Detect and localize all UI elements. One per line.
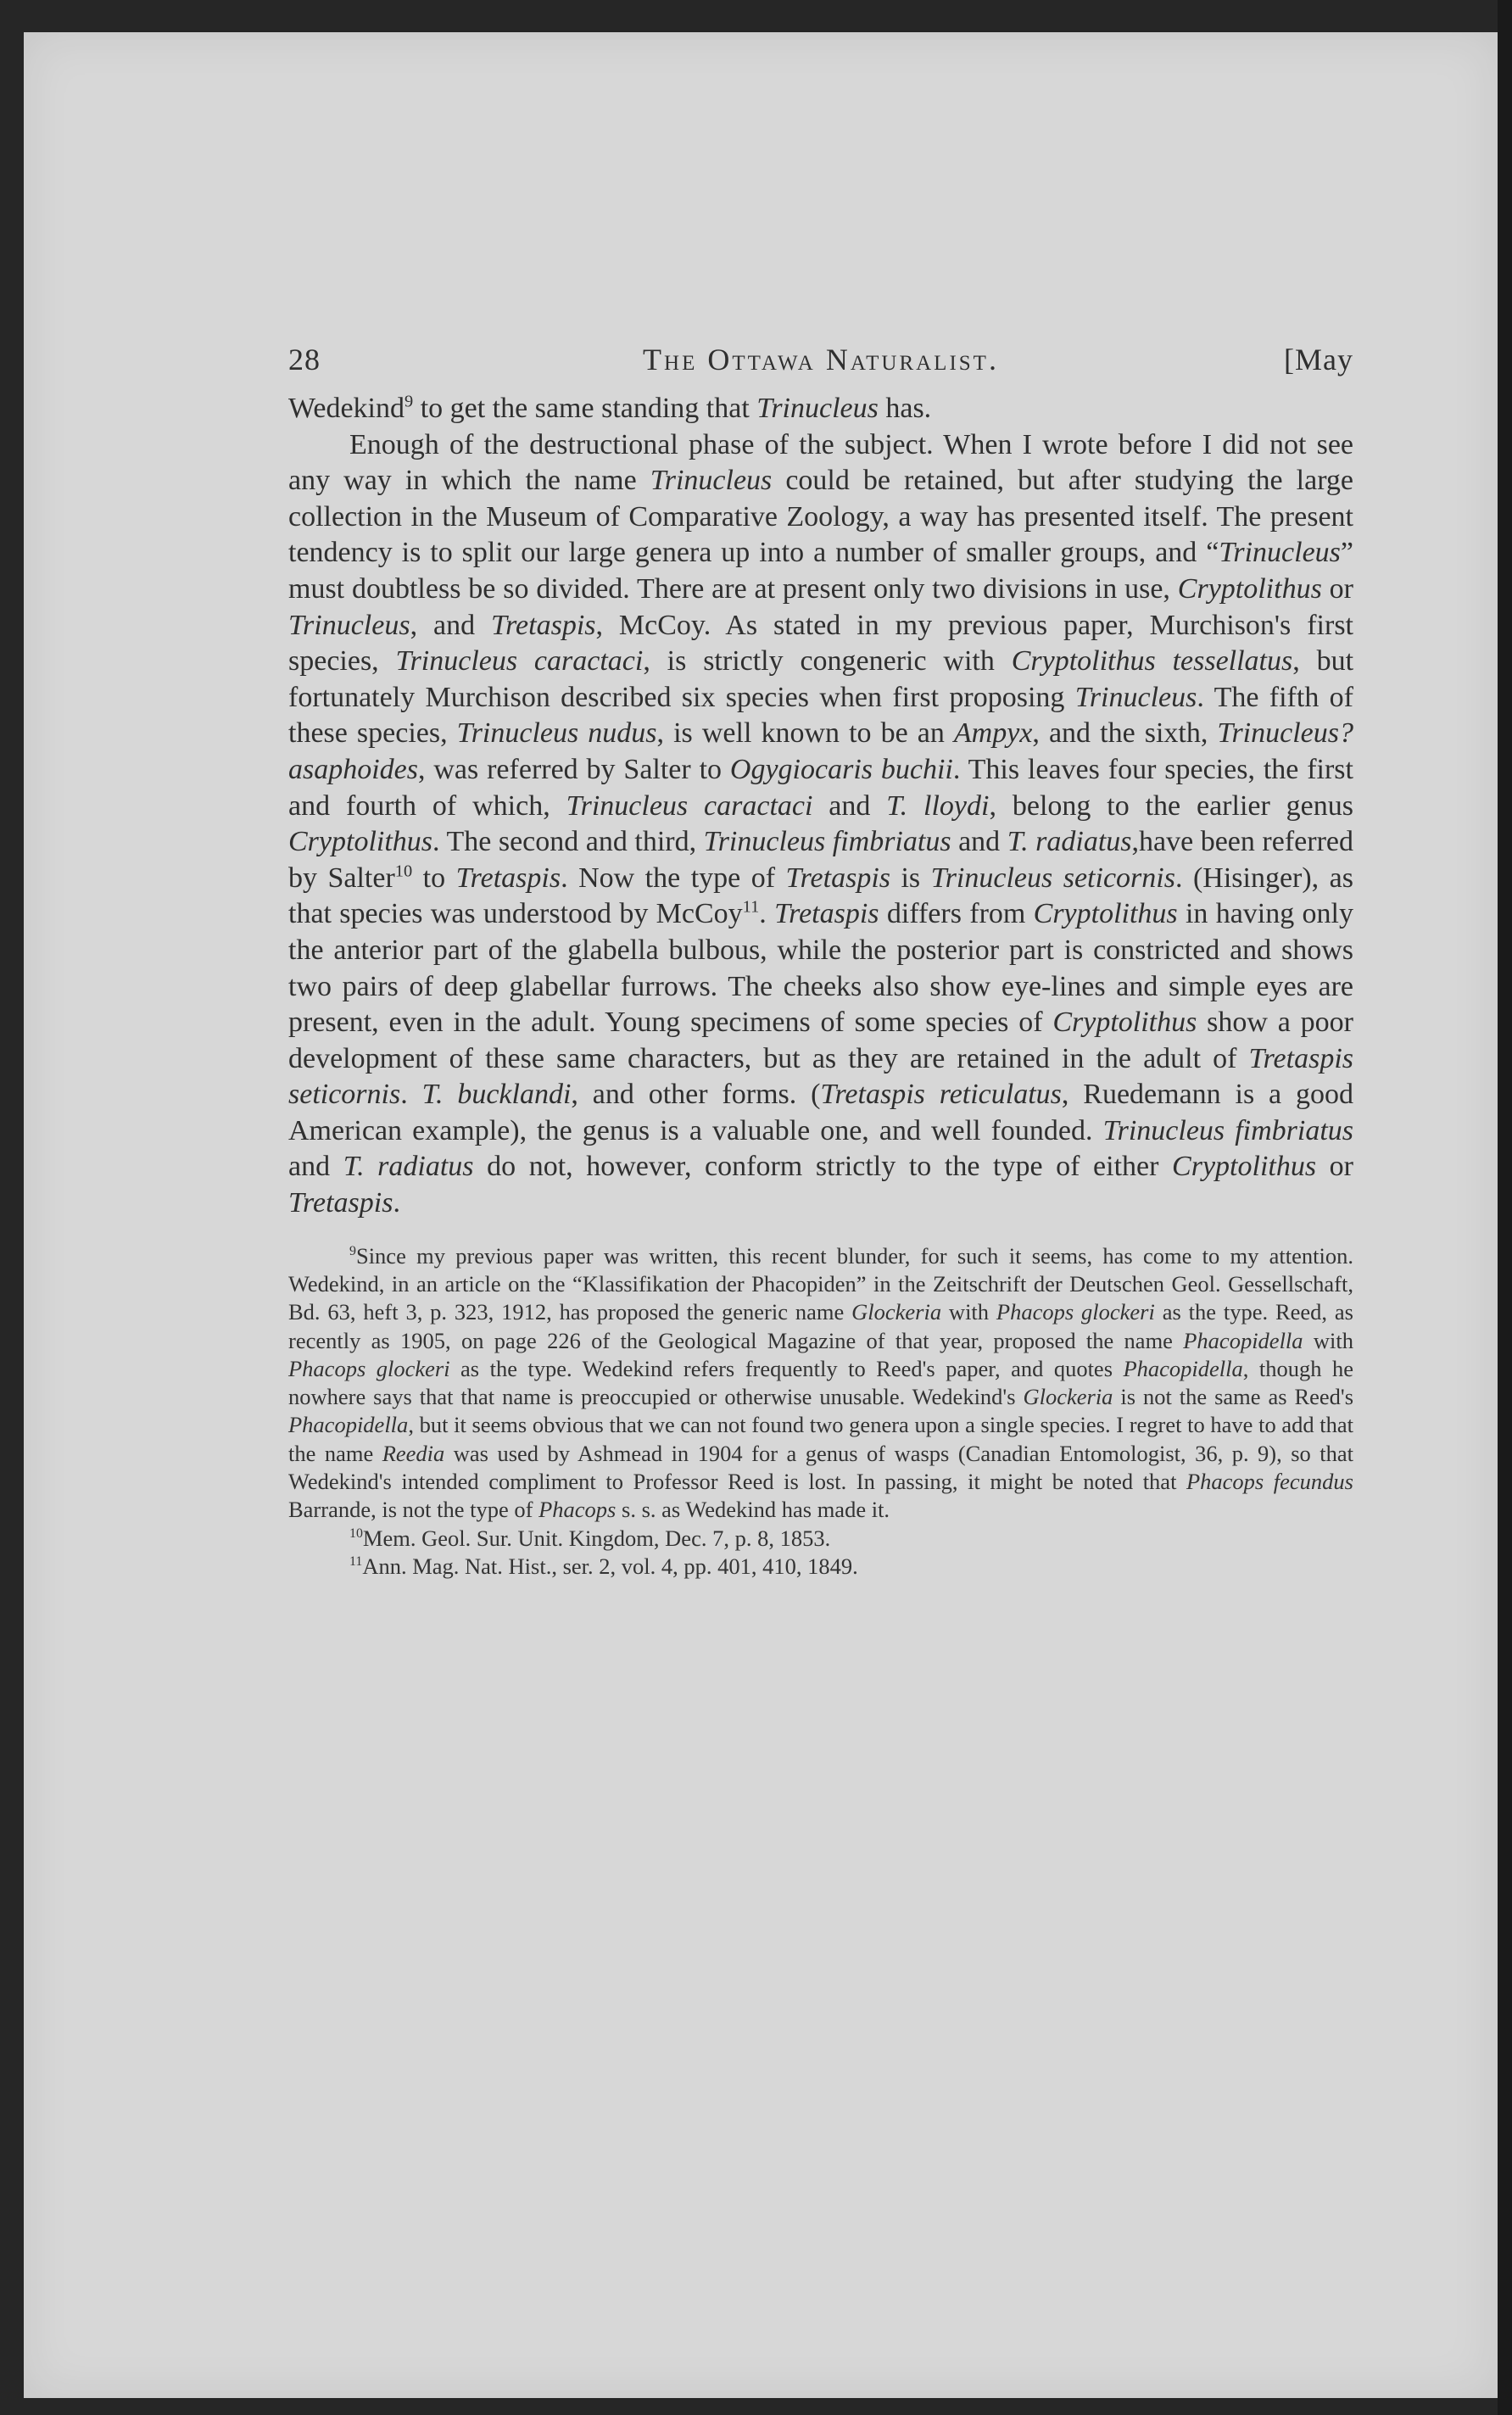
italic-taxon: Trinucleus (756, 393, 879, 424)
italic-taxon: Tretaspis reticulatus (820, 1079, 1062, 1111)
text-run: , was referred by Salter to (418, 753, 730, 785)
italic-taxon: Trinucleus fimbriatus (703, 826, 951, 858)
italic-taxon: T. lloydi (886, 789, 990, 822)
italic-taxon: Cryptolithus (1172, 1151, 1317, 1183)
text-run: or (1316, 1151, 1353, 1183)
text-run: do not, however, conform strictly to the type of either (473, 1151, 1173, 1183)
issue-month: [May (1284, 343, 1353, 376)
text-run: ” must doubtless be so divided. There are at present only two divisions in use, (288, 537, 1353, 605)
italic-taxon: Glockeria (1023, 1384, 1113, 1410)
text-run: , and (410, 609, 492, 641)
italic-taxon: Trinucleus seticornis (930, 862, 1175, 894)
text-run: , and the sixth, (1032, 717, 1218, 750)
text-run: to get the same standing that (413, 393, 757, 424)
text-run: , McCoy. As stated in my previous paper, Murchison's first species, (288, 609, 1353, 678)
italic-taxon: Cryptolithus (1033, 898, 1178, 930)
text-run: Ann. Mag. Nat. Hist., ser. 2, vol. 4, pp. 401, 410, 1849. (362, 1553, 858, 1579)
footnote-marker: 10 (394, 862, 413, 881)
italic-taxon: Trinucleus (288, 609, 410, 641)
footnote-marker: 11 (349, 1554, 363, 1570)
text-run: Barrande, is not the type of (288, 1497, 539, 1523)
text-run: show a poor development of these same characters, but as they are retained in the adult of (288, 1007, 1353, 1074)
italic-taxon: Phacopidella (288, 1412, 409, 1438)
journal-title: The Ottawa Naturalist. (643, 343, 999, 376)
footnote (288, 1525, 1353, 1553)
italic-taxon: Phacops (538, 1497, 617, 1523)
italic-taxon: Tretaspis seticornis (288, 1042, 1353, 1111)
italic-taxon: Tretaspis (491, 609, 596, 641)
paragraph (288, 391, 1353, 427)
main-text (288, 391, 1353, 1222)
text-run: Since my previous paper was written, this recent blunder, for such it seems, has come to my attention. Wedekind, in an article on the “Klassifikation der Phacopiden” in the Zeitschrift der Deutschen Geol. Gessellschaft, Bd. 63, heft 3, p. 323, 1912, has proposed the generic name (288, 1242, 1353, 1325)
italic-taxon: T. radiatus (343, 1151, 474, 1183)
italic-taxon: Phacopidella (1123, 1355, 1243, 1381)
italic-taxon: Cryptolithus (1052, 1007, 1197, 1039)
italic-taxon: T. bucklandi (421, 1079, 572, 1111)
text-run: . (393, 1187, 400, 1219)
text-run: Enough of the destructional phase of the subject. When I wrote before I did not see any way in which the name (288, 428, 1353, 497)
italic-taxon: Tretaspis (455, 862, 561, 894)
text-run: in having only the anterior part of the glabella bulbous, while the posterior part is constricted and shows two pairs of deep glabellar furrows. The cheeks also show eye-lines and simple eyes are present, even in the adult. Young specimens of some species of (288, 898, 1353, 1039)
text-run: , but it seems obvious that we can not found two genera upon a single species. I regret to have to add that the name (288, 1412, 1353, 1466)
text-run: as the type. Reed, as recently as 1905, on page 226 of the Geological Magazine of that year, proposed the name (288, 1299, 1353, 1353)
italic-taxon: Ogygiocaris buchii (729, 753, 953, 785)
text-run: , though he nowhere says that that name is preoccupied or otherwise unusable. Wedekind's (288, 1355, 1353, 1410)
footnote (288, 1242, 1353, 1525)
text-run: and (951, 826, 1007, 858)
italic-taxon: Phacops glockeri (288, 1355, 450, 1381)
text-run: , but fortunately Murchison described six species when first proposing (288, 645, 1354, 713)
italic-taxon: Trinucleus? asaphoides (288, 717, 1353, 785)
italic-taxon: Tretaspis (785, 862, 890, 894)
footnote-marker: 11 (742, 897, 760, 917)
text-run: . Now the type of (561, 862, 786, 894)
italic-taxon: Phacops glockeri (996, 1299, 1155, 1325)
page-number: 28 (288, 343, 321, 376)
text-run: Mem. Geol. Sur. Unit. Kingdom, Dec. 7, p. 8, 1853. (362, 1525, 831, 1551)
text-run: with (941, 1299, 996, 1325)
scan-edge (1498, 0, 1512, 2415)
italic-taxon: Cryptolithus (288, 826, 433, 858)
text-run: has. (878, 393, 932, 424)
text-run: Wedekind (288, 393, 405, 424)
text-run: and (288, 1151, 343, 1183)
running-head (288, 335, 1353, 379)
italic-taxon: Trinucleus (650, 465, 773, 497)
italic-taxon: Trinucleus caractaci (395, 645, 644, 678)
footnote (288, 1553, 1353, 1581)
text-run: could be retained, but after studying the large collection in the Museum of Comparative Zoology, a way has presented itself. The present tendency is to split our large genera up into a number of smaller groups, and “ (288, 465, 1353, 569)
text-run: . This leaves four species, the first and fourth of which, (288, 753, 1353, 822)
italic-taxon: Ampyx (953, 717, 1033, 750)
text-column (288, 335, 1353, 1581)
italic-taxon: T. radiatus (1007, 826, 1132, 858)
text-run: to (412, 862, 456, 894)
italic-taxon: Tretaspis (774, 898, 879, 930)
italic-taxon: Trinucleus (1219, 537, 1341, 569)
italic-taxon: Glockeria (851, 1299, 942, 1325)
text-run: . (759, 898, 775, 930)
italic-taxon: Trinucleus nudus (456, 717, 657, 750)
footnotes (288, 1242, 1353, 1581)
footnote-marker: 9 (405, 392, 414, 411)
text-run: . The fifth of these species, (288, 681, 1353, 750)
text-run: is (890, 862, 931, 894)
text-run: . (400, 1079, 422, 1111)
text-run: differs from (879, 898, 1034, 930)
text-run: as the type. Wedekind refers frequently to Reed's paper, and quotes (449, 1355, 1124, 1381)
text-run: , Ruedemann is a good American example), the genus is a valuable one, and well founded. (288, 1079, 1353, 1146)
italic-taxon: Reedia (382, 1440, 445, 1466)
text-run: is not the same as Reed's (1113, 1384, 1354, 1410)
text-run: was used by Ashmead in 1904 for a genus of wasps (Canadian Entomologist, 36, p. 9), so that Wedekind's intended compliment to Professor Reed is lost. In passing, it might be noted that (288, 1440, 1353, 1495)
italic-taxon: Trinucleus fimbriatus (1102, 1114, 1354, 1146)
italic-taxon: Trinucleus (1074, 681, 1197, 713)
text-run: and (812, 789, 887, 822)
text-run: , and other forms. ( (571, 1079, 821, 1111)
text-run: , is strictly congeneric with (643, 645, 1012, 678)
footnote-marker: 9 (349, 1243, 356, 1258)
italic-taxon: Cryptolithus tessellatus (1011, 645, 1293, 678)
text-run: . (Hisinger), as that species was understood by McCoy (288, 862, 1353, 930)
italic-taxon: Tretaspis (288, 1187, 393, 1219)
text-run: ,have been referred by Salter (288, 826, 1353, 894)
paragraph (288, 427, 1353, 1222)
italic-taxon: Phacops fecundus (1186, 1469, 1353, 1495)
text-run: . The second and third, (432, 826, 704, 858)
italic-taxon: Cryptolithus (1177, 572, 1322, 605)
text-run: or (1321, 572, 1353, 605)
text-run: , is well known to be an (656, 717, 954, 750)
italic-taxon: Phacopidella (1183, 1327, 1303, 1353)
text-run: with (1303, 1327, 1353, 1353)
text-run: , belong to the earlier genus (989, 789, 1353, 822)
text-run: s. s. as Wedekind has made it. (616, 1497, 890, 1523)
italic-taxon: Trinucleus caractaci (566, 789, 813, 822)
footnote-marker: 10 (349, 1525, 363, 1541)
